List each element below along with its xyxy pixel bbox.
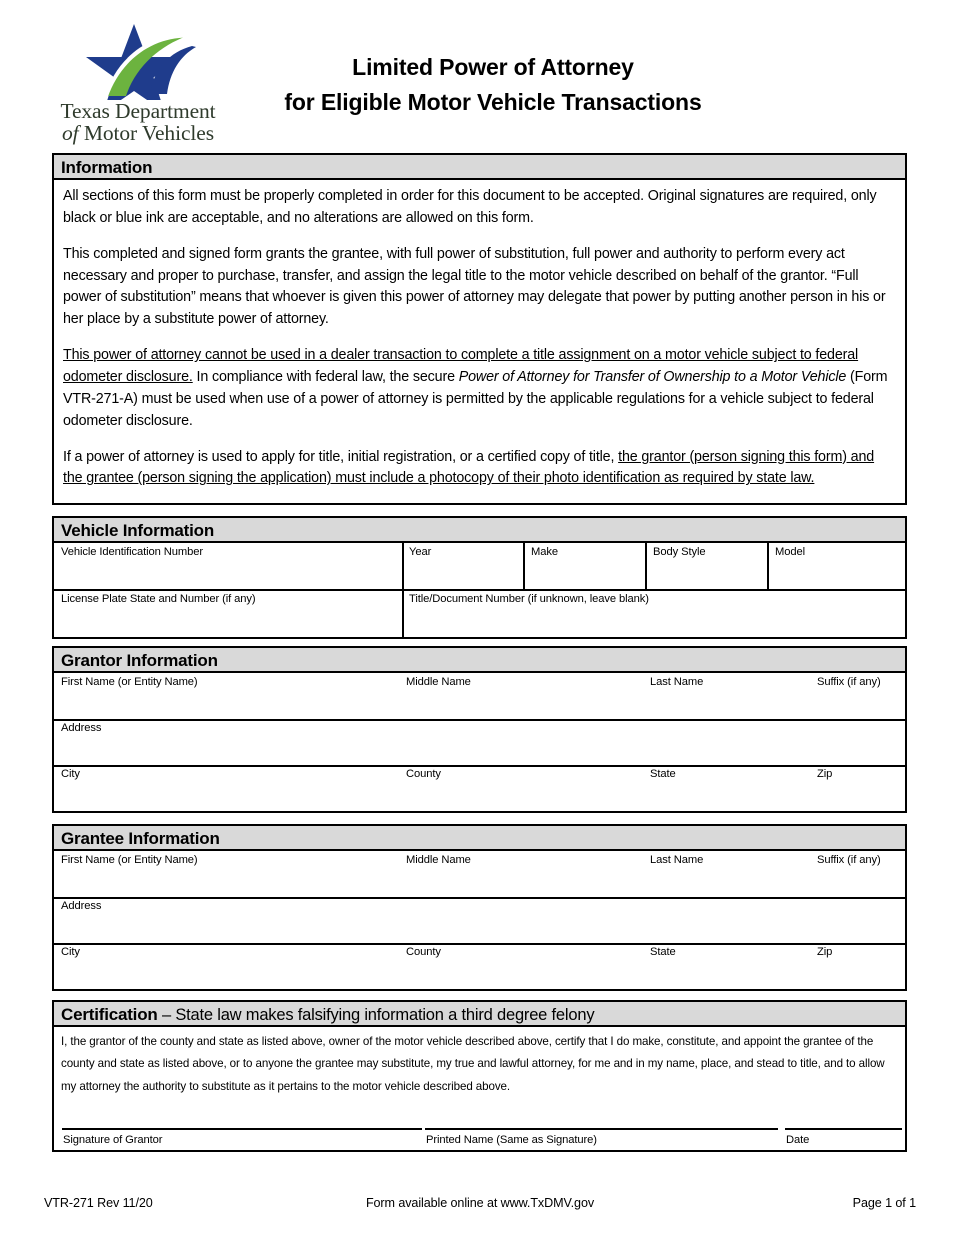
logo-line-2 <box>48 120 228 145</box>
field-vin-label: Vehicle Identification Number <box>61 546 203 558</box>
grantor-state-label: State <box>650 768 676 780</box>
grantor-field-state[interactable] <box>646 766 796 781</box>
grantor-information-section-header <box>54 648 905 673</box>
footer-page-number: Page 1 of 1 <box>852 1196 916 1210</box>
field-license-plate-label: License Plate State and Number (if any) <box>61 593 256 605</box>
vehicle-information-section-header <box>54 518 905 543</box>
signature-of-grantor-label: Signature of Grantor <box>63 1134 163 1146</box>
grantee-last-name-label: Last Name <box>650 854 704 866</box>
grantor-suffix-label: Suffix (if any) <box>817 676 881 688</box>
page-title-line-1: Limited Power of Attorney <box>352 54 634 80</box>
information-paragraph-3 <box>63 345 897 432</box>
grantee-field-county[interactable] <box>402 944 632 959</box>
vehicle-divider-bodystyle-model <box>767 543 769 589</box>
grantee-first-name-label: First Name (or Entity Name) <box>61 854 198 866</box>
grantor-city-label: City <box>61 768 80 780</box>
footer-form-number: VTR-271 Rev 11/20 <box>44 1196 153 1210</box>
information-paragraph-1: All sections of this form must be properly completed in order for this document to be accepted. Original signatures are required, only black or blue ink are acceptable, and no alterations are allowed on this form. <box>63 188 877 226</box>
grantee-city-label: City <box>61 946 80 958</box>
information-p3-italic: Power of Attorney for Transfer of Ownership to a Motor Vehicle <box>458 369 847 386</box>
vehicle-information-heading-text: Vehicle Information <box>61 521 215 540</box>
field-license-plate[interactable] <box>57 591 401 606</box>
certification-section <box>52 1000 907 1152</box>
certification-body-text: I, the grantor of the county and state as listed above, owner of the motor vehicle described above, certify that I do make, constitute, and appoint the grantee of the county and state as listed above, or to anyone the grantee may substitute, my true and lawful attorney, for me and in my name, place, and stead to title, and to allow my attorney the authority to substitute as it pertains to the motor vehicle described above. <box>61 1035 885 1093</box>
grantee-state-label: State <box>650 946 676 958</box>
information-p3-tail: (Form VTR-271-A) must be used when use of a power of attorney is permitted by the applicable regulations for a vehicle subject to federal odometer disclosure. <box>63 369 888 429</box>
field-make[interactable] <box>527 544 644 559</box>
field-year-label: Year <box>409 546 432 558</box>
grantee-suffix-label: Suffix (if any) <box>817 854 881 866</box>
grantee-field-suffix[interactable] <box>813 852 908 867</box>
field-vin[interactable] <box>57 544 401 559</box>
grantor-field-suffix[interactable] <box>813 674 908 689</box>
vehicle-information-section <box>52 516 907 639</box>
information-p3-underlined: This power of attorney cannot be used in a dealer transaction to complete a title assignment on a motor vehicle subject to federal odometer disclosure. <box>63 347 859 386</box>
grantee-information-heading-text: Grantee Information <box>61 829 220 848</box>
grantee-address-label: Address <box>61 900 102 912</box>
vehicle-divider-plate-titledoc <box>402 590 404 637</box>
grantor-county-label: County <box>406 768 441 780</box>
grantor-information-heading-text: Grantor Information <box>61 651 218 670</box>
grantee-information-section <box>52 824 907 991</box>
field-title-document-number[interactable] <box>405 591 903 606</box>
grantee-field-city[interactable] <box>57 944 397 959</box>
information-p3-mid: In compliance with federal law, the secure <box>192 369 459 386</box>
grantor-last-name-label: Last Name <box>650 676 704 688</box>
grantee-field-address[interactable] <box>57 898 902 913</box>
form-header <box>0 0 961 150</box>
grantor-field-last-name[interactable] <box>646 674 796 689</box>
txdmv-star-swoosh-icon <box>74 22 202 100</box>
grantor-field-first-name[interactable] <box>57 674 397 689</box>
grantor-field-middle-name[interactable] <box>402 674 632 689</box>
information-section <box>52 153 907 505</box>
txdmv-logo-wordmark <box>48 101 228 145</box>
information-body <box>54 180 905 494</box>
page-title <box>228 50 758 120</box>
logo-line-2-rest: Motor Vehicles <box>83 120 214 145</box>
page-title-line-2: for Eligible Motor Vehicle Transactions <box>284 88 702 115</box>
txdmv-logo <box>48 22 228 145</box>
certification-heading-rest: – State law makes falsifying information a third degree felony <box>157 1006 595 1024</box>
grantor-field-zip[interactable] <box>813 766 908 781</box>
field-body-style-label: Body Style <box>653 546 706 558</box>
grantor-address-label: Address <box>61 722 102 734</box>
grantor-zip-label: Zip <box>817 768 833 780</box>
field-title-document-number-label: Title/Document Number (if unknown, leave blank) <box>409 593 649 605</box>
logo-line-2-of: of <box>62 120 79 145</box>
logo-line-1: Texas Department <box>60 99 216 123</box>
vehicle-divider-make-bodystyle <box>645 543 647 589</box>
grantee-field-last-name[interactable] <box>646 852 796 867</box>
grantor-field-county[interactable] <box>402 766 632 781</box>
grantor-field-city[interactable] <box>57 766 397 781</box>
information-heading-text: Information <box>61 158 153 177</box>
information-paragraph-2: This completed and signed form grants the grantee, with full power of substitution, full power and authority to perform every act necessary and proper to purchase, transfer, and assign the legal title to the motor vehicle described on behalf of the grantor. “Full power of substitution” means that whoever is given this power of attorney may delegate that power by putting another person in his or her place by a substitute power of attorney. <box>63 245 886 328</box>
field-model-label: Model <box>775 546 805 558</box>
information-section-header <box>54 155 905 180</box>
grantee-information-section-header <box>54 826 905 851</box>
field-make-label: Make <box>531 546 558 558</box>
date-label: Date <box>786 1134 810 1146</box>
grantee-county-label: County <box>406 946 441 958</box>
information-p4-plain: If a power of attorney is used to apply for title, initial registration, or a certified copy of title, <box>63 448 619 465</box>
form-footer <box>44 1196 916 1216</box>
grantee-middle-name-label: Middle Name <box>406 854 471 866</box>
grantor-information-section <box>52 646 907 813</box>
grantor-first-name-label: First Name (or Entity Name) <box>61 676 198 688</box>
grantor-field-address[interactable] <box>57 720 902 735</box>
grantee-field-zip[interactable] <box>813 944 908 959</box>
date-line[interactable] <box>785 1128 902 1130</box>
signature-line[interactable] <box>62 1128 422 1130</box>
certification-section-header <box>54 1002 905 1027</box>
field-model[interactable] <box>771 544 904 559</box>
information-paragraph-4 <box>63 447 897 491</box>
printed-name-line[interactable] <box>425 1128 778 1130</box>
grantee-field-middle-name[interactable] <box>402 852 632 867</box>
vehicle-divider-year-make <box>523 543 525 589</box>
information-p4-underlined: the grantor (person signing this form) and the grantee (person signing the application) must include a photocopy of their photo identification as required by state law. <box>63 448 875 487</box>
printed-name-label: Printed Name (Same as Signature) <box>426 1134 597 1146</box>
certification-heading-bold: Certification <box>61 1005 158 1024</box>
vehicle-divider-vin-year <box>402 543 404 589</box>
field-year[interactable] <box>405 544 522 559</box>
grantee-zip-label: Zip <box>817 946 833 958</box>
grantee-field-first-name[interactable] <box>57 852 397 867</box>
grantor-middle-name-label: Middle Name <box>406 676 471 688</box>
footer-availability: Form available online at www.TxDMV.gov <box>365 1196 595 1210</box>
field-body-style[interactable] <box>649 544 766 559</box>
grantee-field-state[interactable] <box>646 944 796 959</box>
